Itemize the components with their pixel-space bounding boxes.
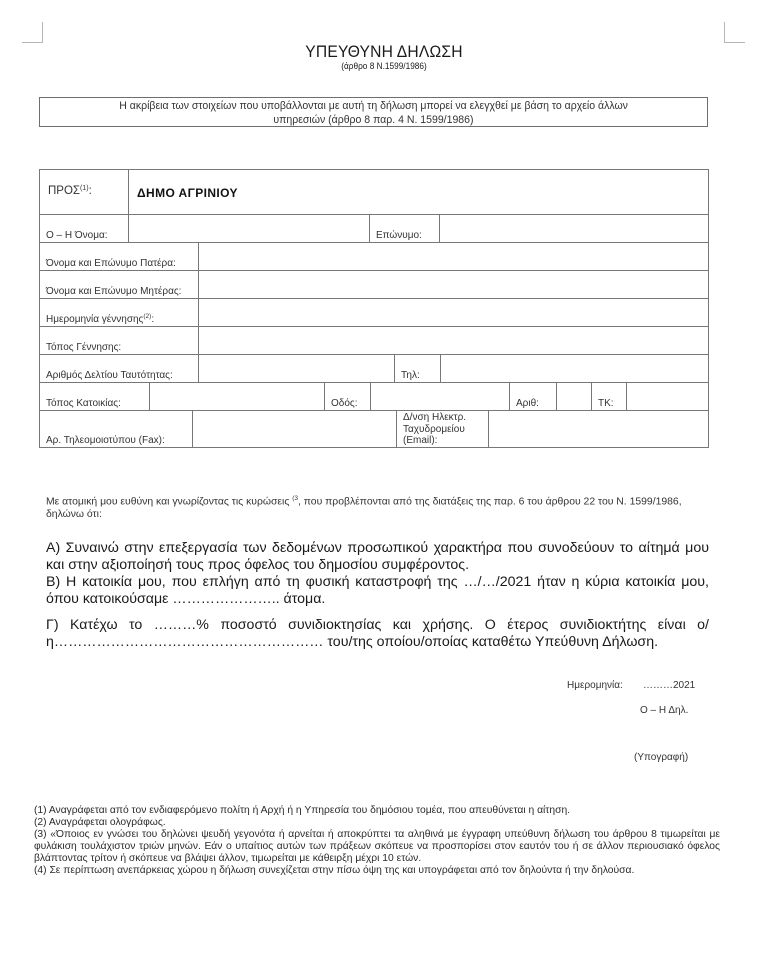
postcode-field[interactable] xyxy=(626,383,708,410)
email-label: Δ/νση Ηλεκτρ. Ταχυδρομείου (Email): xyxy=(403,412,467,446)
fax-field[interactable] xyxy=(192,411,396,447)
statement-b: Β) Η κατοικία μου, που επλήγη από τη φυσική καταστροφή της …/…/2021 ήταν η κύρια κατοικία μου, όπου κατοικούσαμε ………………….. άτομα. xyxy=(46,574,709,607)
birthplace-label-cell xyxy=(40,327,198,354)
footnotes xyxy=(34,805,720,878)
mother-label: Όνομα και Επώνυμο Μητέρας: xyxy=(46,286,182,297)
to-value: ΔΗΜΟ ΑΓΡΙΝΙΟΥ xyxy=(137,186,238,200)
id-label-cell xyxy=(40,355,198,382)
fax-label: Αρ. Τηλεομοιοτύπου (Fax): xyxy=(46,435,165,446)
footnote-4: (4) Σε περίπτωση ανεπάρκειας χώρου η δήλωση συνεχίζεται στην πίσω όψη της και υπογράφεται από τον δηλούντα ή την δηλούσα. xyxy=(34,865,635,877)
mother-label-cell xyxy=(40,271,198,298)
form-row-mother xyxy=(39,271,709,299)
declarant-label: Ο – Η Δηλ. xyxy=(640,705,689,716)
birthplace-label: Τόπος Γέννησης: xyxy=(46,342,122,353)
phone-field[interactable] xyxy=(440,355,708,382)
father-label: Όνομα και Επώνυμο Πατέρα: xyxy=(46,258,176,269)
notice-line-2: υπηρεσιών (άρθρο 8 παρ. 4 Ν. 1599/1986) xyxy=(273,114,474,126)
statement-c: Γ) Κατέχω το ………% ποσοστό συνιδιοκτησίας και χρήσης. Ο έτερος συνιδιοκτήτης είναι ο/η………………………………………………… του/της οποίου/οποίας καταθέτω Υπεύθυνη Δήλωση. xyxy=(46,617,709,650)
residence-field[interactable] xyxy=(149,383,324,410)
street-number-field[interactable] xyxy=(556,383,591,410)
phone-label-cell xyxy=(394,355,440,382)
page-corner-mark-top-right xyxy=(724,22,745,43)
form-row-fax-email xyxy=(39,411,709,448)
surname-field[interactable] xyxy=(439,215,708,242)
form-row-to xyxy=(39,169,709,215)
footnote-3: (3) «Όποιος εν γνώσει του δηλώνει ψευδή γεγονότα ή αρνείται ή αποκρύπτει τα αληθινά με έγγραφη υπεύθυνη δήλωση του άρθρου 8 τιμωρείται με φυλάκιση τουλάχιστον τριών μηνών. Εάν ο υπαίτιος αυτών των πράξεων σκόπευε να προσπορίσει στον εαυτόν του ή σε άλλον περιουσιακό όφελος βλάπτοντας τρίτον ή σκόπευε να βλάψει άλλον, τιμωρείται με κάθειρξη μέχρι 10 ετών. xyxy=(34,829,720,865)
street-number-label: Αριθ: xyxy=(516,398,539,409)
birthdate-field[interactable] xyxy=(198,299,708,326)
postcode-label-cell xyxy=(591,383,626,410)
declaration-intro: Με ατομική μου ευθύνη και γνωρίζοντας τις κυρώσεις $^{(3}$, που προβλέπονται από της διατάξεις της παρ. 6 του άρθρου 22 του Ν. 1599/1986, δηλώνω ότι: xyxy=(46,495,682,521)
first-name-label: Ο – Η Όνομα: xyxy=(46,230,108,241)
form-row-birthplace xyxy=(39,327,709,355)
postcode-label: ΤΚ: xyxy=(598,398,614,409)
birthdate-label-cell xyxy=(40,299,198,326)
father-label-cell xyxy=(40,243,198,270)
phone-label: Τηλ: xyxy=(401,370,420,381)
first-name-field[interactable] xyxy=(128,215,369,242)
form-row-birthdate xyxy=(39,299,709,327)
signature-label: (Υπογραφή) xyxy=(634,752,689,763)
declaration-form-table xyxy=(39,169,709,448)
father-field[interactable] xyxy=(198,243,708,270)
id-number-field[interactable] xyxy=(198,355,394,382)
id-number-label: Αριθμός Δελτίου Ταυτότητας: xyxy=(46,370,173,381)
street-field[interactable] xyxy=(370,383,509,410)
to-label-cell xyxy=(40,170,128,214)
accuracy-notice-box xyxy=(39,97,708,127)
form-row-address xyxy=(39,383,709,411)
date-label: Ημερομηνία: xyxy=(567,680,623,691)
email-field[interactable] xyxy=(488,411,708,447)
to-label: ΠΡΟΣ$^{(1)}$: xyxy=(48,185,92,197)
footnote-1: (1) Αναγράφεται από τον ενδιαφερόμενο πολίτη ή Αρχή ή η Υπηρεσία του δημόσιου τομέα, που απευθύνεται η αίτηση. xyxy=(34,805,571,816)
form-row-father xyxy=(39,243,709,271)
to-field[interactable] xyxy=(128,170,708,214)
street-label: Οδός: xyxy=(331,398,358,409)
statement-a: Α) Συναινώ στην επεξεργασία των δεδομένων προσωπικού χαρακτήρα που συνοδεύουν το αίτημά μου και στην αξιοποίησή τους προς όφελος του δημοσίου συμφέροντος. xyxy=(46,540,709,573)
mother-field[interactable] xyxy=(198,271,708,298)
residence-label: Τόπος Κατοικίας: xyxy=(46,398,121,409)
surname-label: Επώνυμο: xyxy=(376,230,422,241)
form-row-name xyxy=(39,215,709,243)
birthplace-field[interactable] xyxy=(198,327,708,354)
birthdate-label: Ημερομηνία γέννησης$^{(2)}$: xyxy=(46,313,155,325)
notice-line-1: Η ακρίβεια των στοιχείων που υποβάλλονται με αυτή τη δήλωση μπορεί να ελεγχθεί με βάση το αρχείο άλλων xyxy=(119,100,628,112)
footnote-2: (2) Αναγράφεται ολογράφως. xyxy=(34,817,166,829)
form-row-id-phone xyxy=(39,355,709,383)
residence-label-cell xyxy=(40,383,149,410)
page-corner-mark-top-left xyxy=(22,22,43,43)
surname-label-cell xyxy=(369,215,439,242)
email-label-cell xyxy=(396,411,488,447)
number-label-cell xyxy=(509,383,556,410)
document-title: ΥΠΕΥΘΥΝΗ ΔΗΛΩΣΗ xyxy=(305,42,463,61)
document-subtitle: (άρθρο 8 Ν.1599/1986) xyxy=(341,61,427,71)
date-value[interactable]: ………2021 xyxy=(643,680,696,691)
fax-label-cell xyxy=(40,411,192,447)
street-label-cell xyxy=(324,383,370,410)
first-name-label-cell xyxy=(40,215,128,242)
